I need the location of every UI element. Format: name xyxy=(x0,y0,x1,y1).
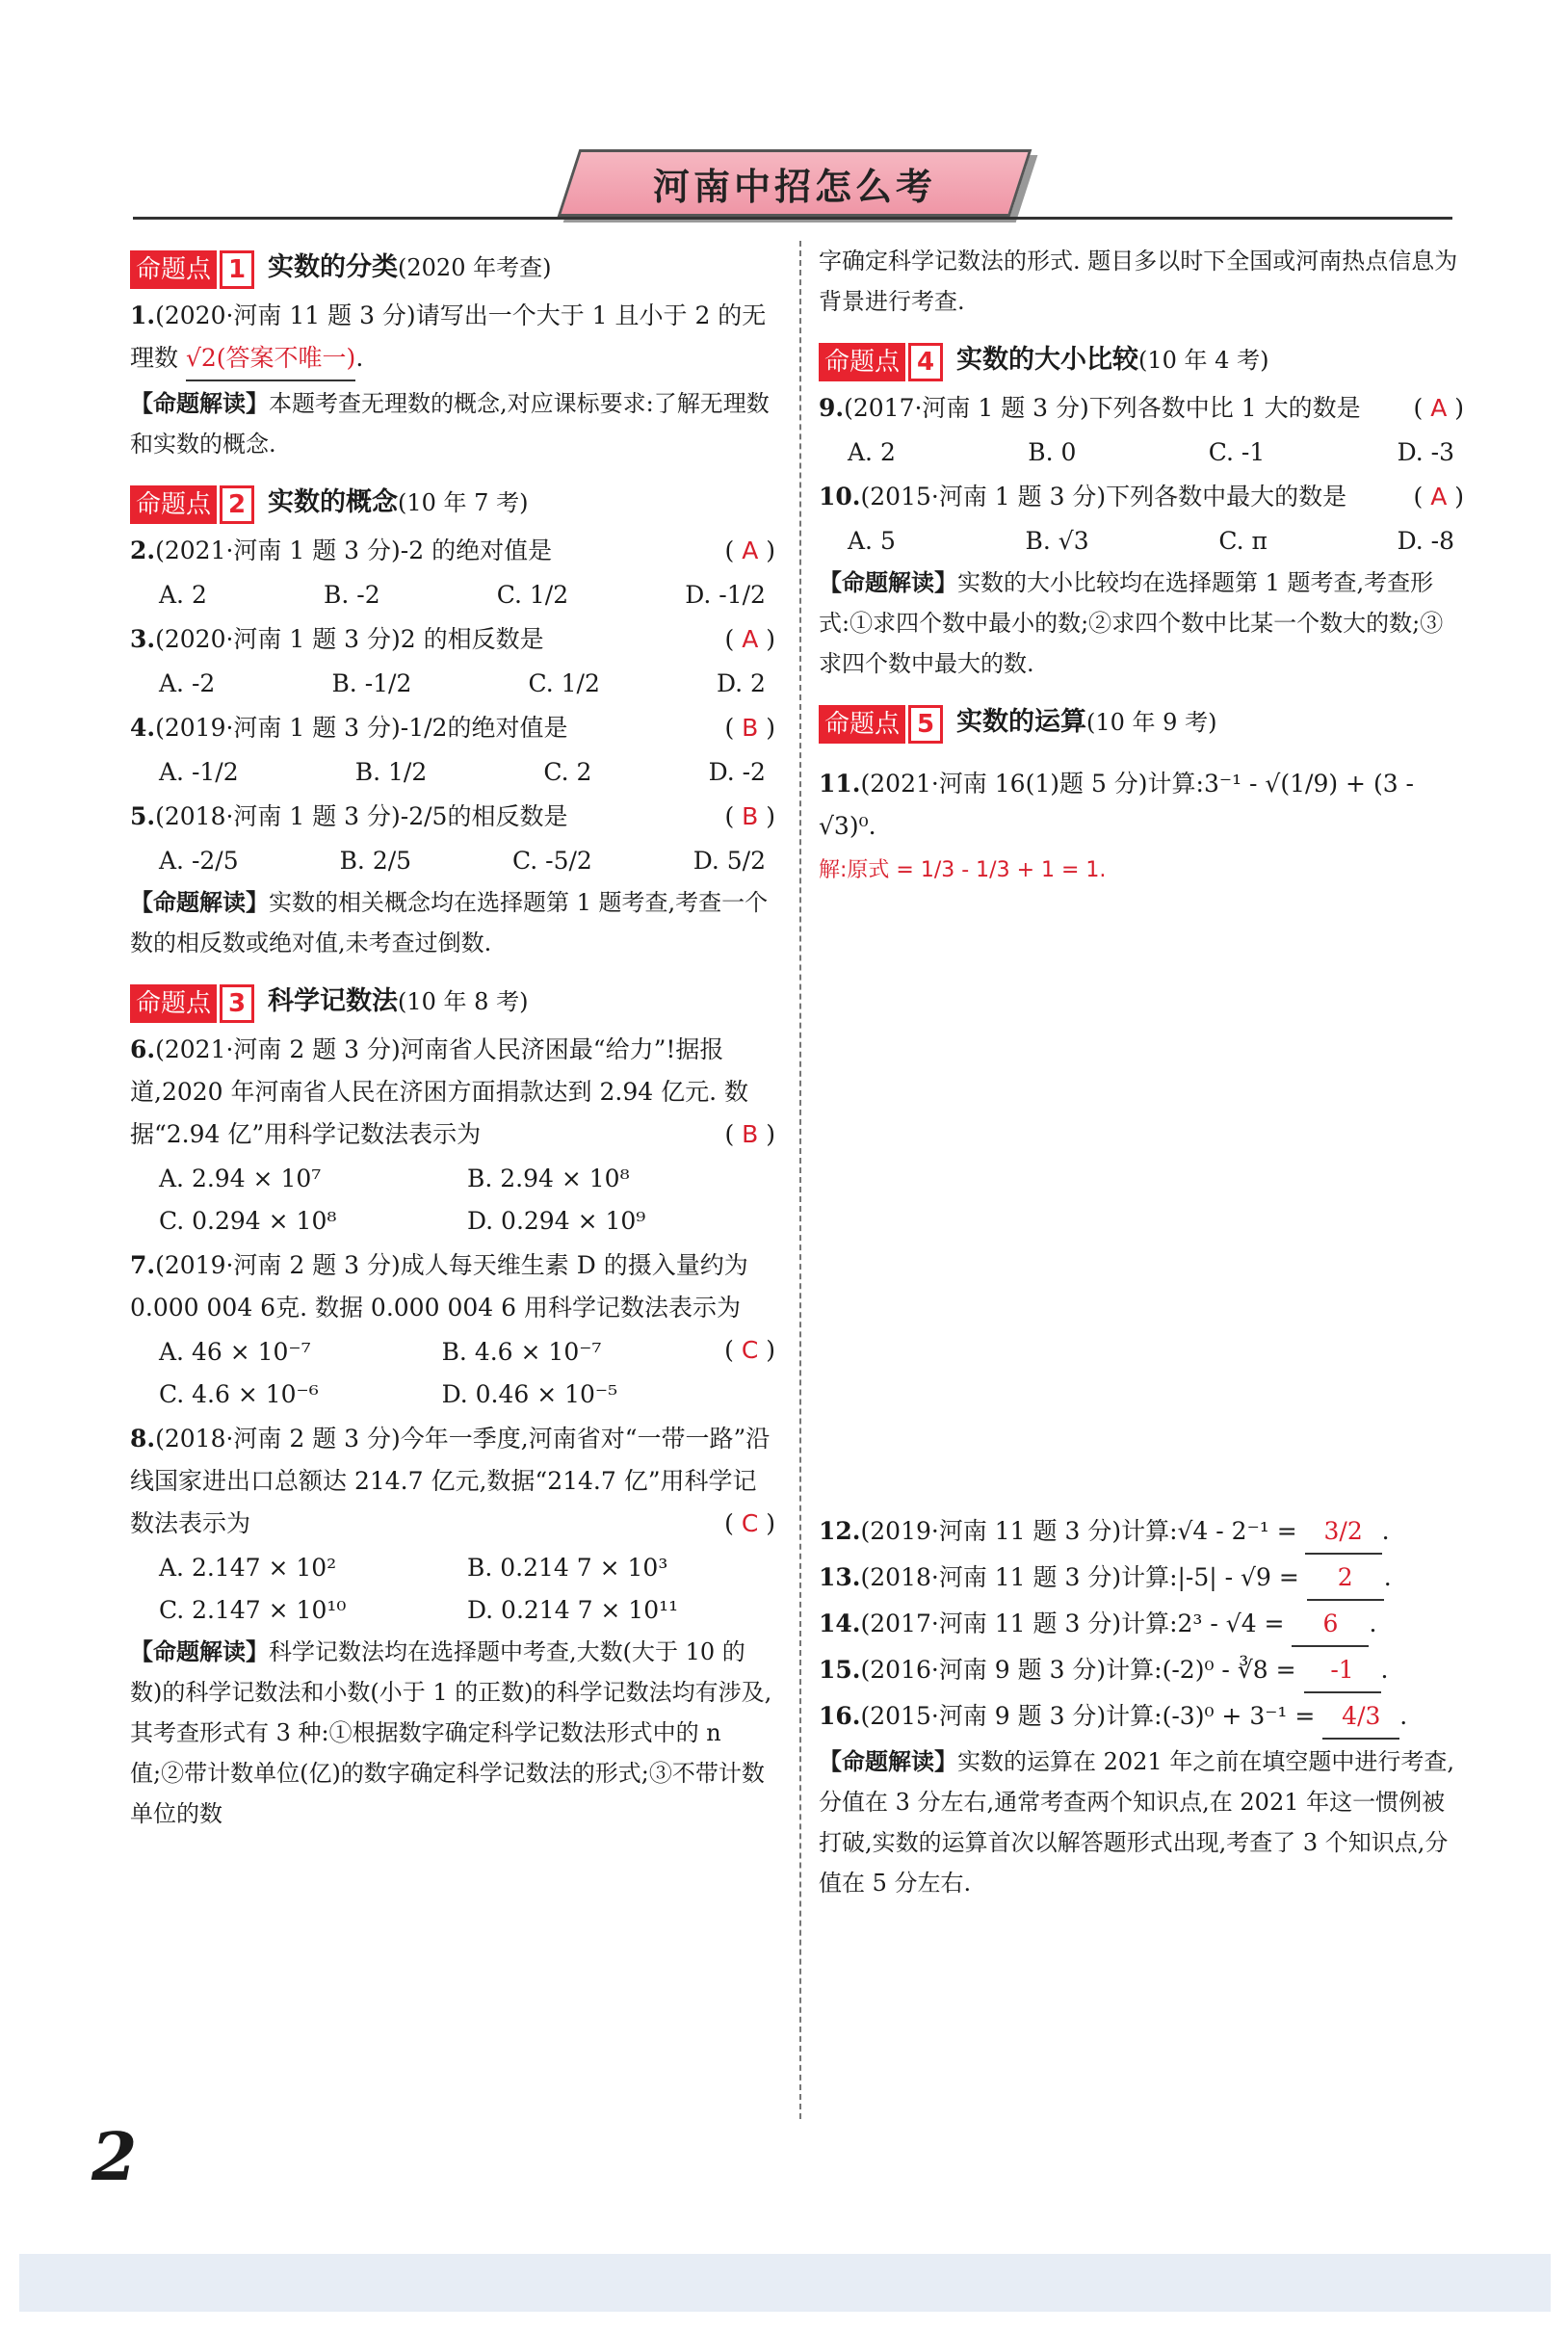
section-heading-3: 命题点 3 科学记数法(10 年 8 考) xyxy=(130,981,775,1023)
options-10: A. 5 B. √3 C. π D. -8 xyxy=(848,527,1454,555)
question-11: 11.(2021·河南 16(1)题 5 分)计算:3⁻¹ - √(1/9) + (3 - √3)⁰. xyxy=(819,770,1415,840)
question-14: 14.(2017·河南 11 题 3 分)计算:2³ - √4 = 6 . xyxy=(819,1603,1464,1647)
right-column xyxy=(819,241,1464,1903)
section-heading-5: 命题点 5 实数的运算(10 年 9 考) xyxy=(819,701,1464,744)
options-7: A. 46 × 10⁻⁷ B. 4.6 × 10⁻⁷ C. 4.6 × 10⁻⁶ D. 0.46 × 10⁻⁵ xyxy=(159,1338,618,1408)
question-13: 13.(2018·河南 11 题 3 分)计算:|-5| - √9 = 2 . xyxy=(819,1557,1464,1601)
left-column xyxy=(130,241,775,1834)
interpretation-1: 【命题解读】本题考查无理数的概念,对应课标要求:了解无理数和实数的概念. xyxy=(130,390,770,458)
answer-blank: 4/3 xyxy=(1322,1695,1399,1740)
options-2: A. 2 B. -2 C. 1/2 D. -1/2 xyxy=(159,581,766,609)
question-12: 12.(2019·河南 11 题 3 分)计算:√4 - 2⁻¹ = 3/2 . xyxy=(819,1510,1464,1555)
options-8: A. 2.147 × 10² B. 0.214 7 × 10³ C. 2.147 × 10¹⁰ D. 0.214 7 × 10¹¹ xyxy=(159,1554,679,1624)
interpretation-5: 【命题解读】实数的运算在 2021 年之前在填空题中进行考查,分值在 3 分左右,通常考查两个知识点,在 2021 年这一惯例被打破,实数的运算首次以解答题形式出现,考查了 3 个知识点,分值在 5 分左右. xyxy=(819,1748,1454,1897)
top-rule xyxy=(133,217,1452,220)
interpretation-2: 【命题解读】实数的相关概念均在选择题第 1 题考查,考查一个数的相反数或绝对值,未考查过倒数. xyxy=(130,889,769,956)
question-7: 7.(2019·河南 2 题 3 分)成人每天维生素 D 的摄入量约为0.000 004 6克. 数据 0.000 004 6 用科学记数法表示为 ( C ) xyxy=(130,1244,775,1329)
answer-paren: ( C ) xyxy=(724,1336,775,1364)
question-5: 5.(2018·河南 1 题 3 分)-2/5的相反数是 ( B ) xyxy=(130,796,775,838)
question-2: 2.(2021·河南 1 题 3 分)-2 的绝对值是 ( A ) xyxy=(130,530,775,572)
answer-paren: ( B ) xyxy=(724,802,775,830)
answer-blank: -1 xyxy=(1304,1649,1381,1693)
section-heading-1: 命题点 1 实数的分类(2020 年考查) xyxy=(130,247,775,289)
options-3: A. -2 B. -1/2 C. 1/2 D. 2 xyxy=(159,669,766,697)
answer-paren: ( A ) xyxy=(1413,394,1464,422)
interpretation-3-continued: 字确定科学记数法的形式. 题目多以时下全国或河南热点信息为背景进行考查. xyxy=(819,248,1458,315)
banner-title: 河南中招怎么考 xyxy=(652,165,936,208)
answer-paren: ( C ) xyxy=(724,1509,775,1537)
question-8: 8.(2018·河南 2 题 3 分)今年一季度,河南省对“一带一路”沿线国家进出口总额达 214.7 亿元,数据“214.7 亿”用科学记数法表示为 ( C ) xyxy=(130,1418,775,1545)
answer-blank: 6 xyxy=(1292,1603,1369,1647)
question-1: 1.(2020·河南 11 题 3 分)请写出一个大于 1 且小于 2 的无理数 √2(答案不唯一). xyxy=(130,295,775,381)
section-tag: 命题点 5 xyxy=(819,705,943,744)
options-6: A. 2.94 × 10⁷ B. 2.94 × 10⁸ C. 0.294 × 10⁸ D. 0.294 × 10⁹ xyxy=(159,1165,646,1235)
question-15: 15.(2016·河南 9 题 3 分)计算:(-2)⁰ - ∛8 = -1 . xyxy=(819,1649,1464,1693)
question-3: 3.(2020·河南 1 题 3 分)2 的相反数是 ( A ) xyxy=(130,618,775,661)
answer-paren: ( B ) xyxy=(724,714,775,742)
section-tag: 命题点 4 xyxy=(819,343,943,381)
question-10: 10.(2015·河南 1 题 3 分)下列各数中最大的数是 ( A ) xyxy=(819,476,1464,518)
answer-paren: ( B ) xyxy=(724,1120,775,1148)
question-9: 9.(2017·河南 1 题 3 分)下列各数中比 1 大的数是 ( A ) xyxy=(819,387,1464,430)
section-heading-2: 命题点 2 实数的概念(10 年 7 考) xyxy=(130,482,775,524)
interpretation-4: 【命题解读】实数的大小比较均在选择题第 1 题考查,考查形式:①求四个数中最小的数;②求四个数中比某一个数大的数;③求四个数中最大的数. xyxy=(819,569,1444,677)
interpretation-3: 【命题解读】科学记数法均在选择题中考查,大数(大于 10 的数)的科学记数法和小数(小于 1 的正数)的科学记数法均有涉及,其考查形式有 3 种:①根据数字确定科学记数法形式中的 n 值;②带计数单位(亿)的数字确定科学记数法的形式;③不带计数单位的数 xyxy=(130,1638,772,1827)
section-tag: 命题点 2 xyxy=(130,485,254,524)
answer-paren: ( A ) xyxy=(724,625,775,653)
answer-blank: 3/2 xyxy=(1305,1510,1382,1555)
answer-blank: √2(答案不唯一) xyxy=(186,337,355,381)
section-tag: 命题点 3 xyxy=(130,984,254,1023)
question-6: 6.(2021·河南 2 题 3 分)河南省人民济困最“给力”!据报道,2020 年河南省人民在济困方面捐款达到 2.94 亿元. 数据“2.94 亿”用科学记数法表示为 ( B ) xyxy=(130,1029,775,1156)
footer-band xyxy=(19,2254,1551,2312)
answer-paren: ( A ) xyxy=(724,537,775,564)
section-heading-4: 命题点 4 实数的大小比较(10 年 4 考) xyxy=(819,339,1464,381)
page-number: 2 xyxy=(91,2119,138,2196)
question-16: 16.(2015·河南 9 题 3 分)计算:(-3)⁰ + 3⁻¹ = 4/3 . xyxy=(819,1695,1464,1740)
column-divider xyxy=(799,241,801,2119)
answer-paren: ( A ) xyxy=(1413,483,1464,511)
solution-11: 解:原式 = 1/3 - 1/3 + 1 = 1. xyxy=(819,858,1107,882)
options-4: A. -1/2 B. 1/2 C. 2 D. -2 xyxy=(159,758,766,786)
section-tag: 命题点 1 xyxy=(130,250,254,289)
options-9: A. 2 B. 0 C. -1 D. -3 xyxy=(848,438,1454,466)
options-5: A. -2/5 B. 2/5 C. -5/2 D. 5/2 xyxy=(159,847,766,875)
answer-space xyxy=(819,892,1464,1508)
answer-blank: 2 xyxy=(1307,1557,1384,1601)
banner xyxy=(568,149,1021,217)
question-4: 4.(2019·河南 1 题 3 分)-1/2的绝对值是 ( B ) xyxy=(130,707,775,749)
